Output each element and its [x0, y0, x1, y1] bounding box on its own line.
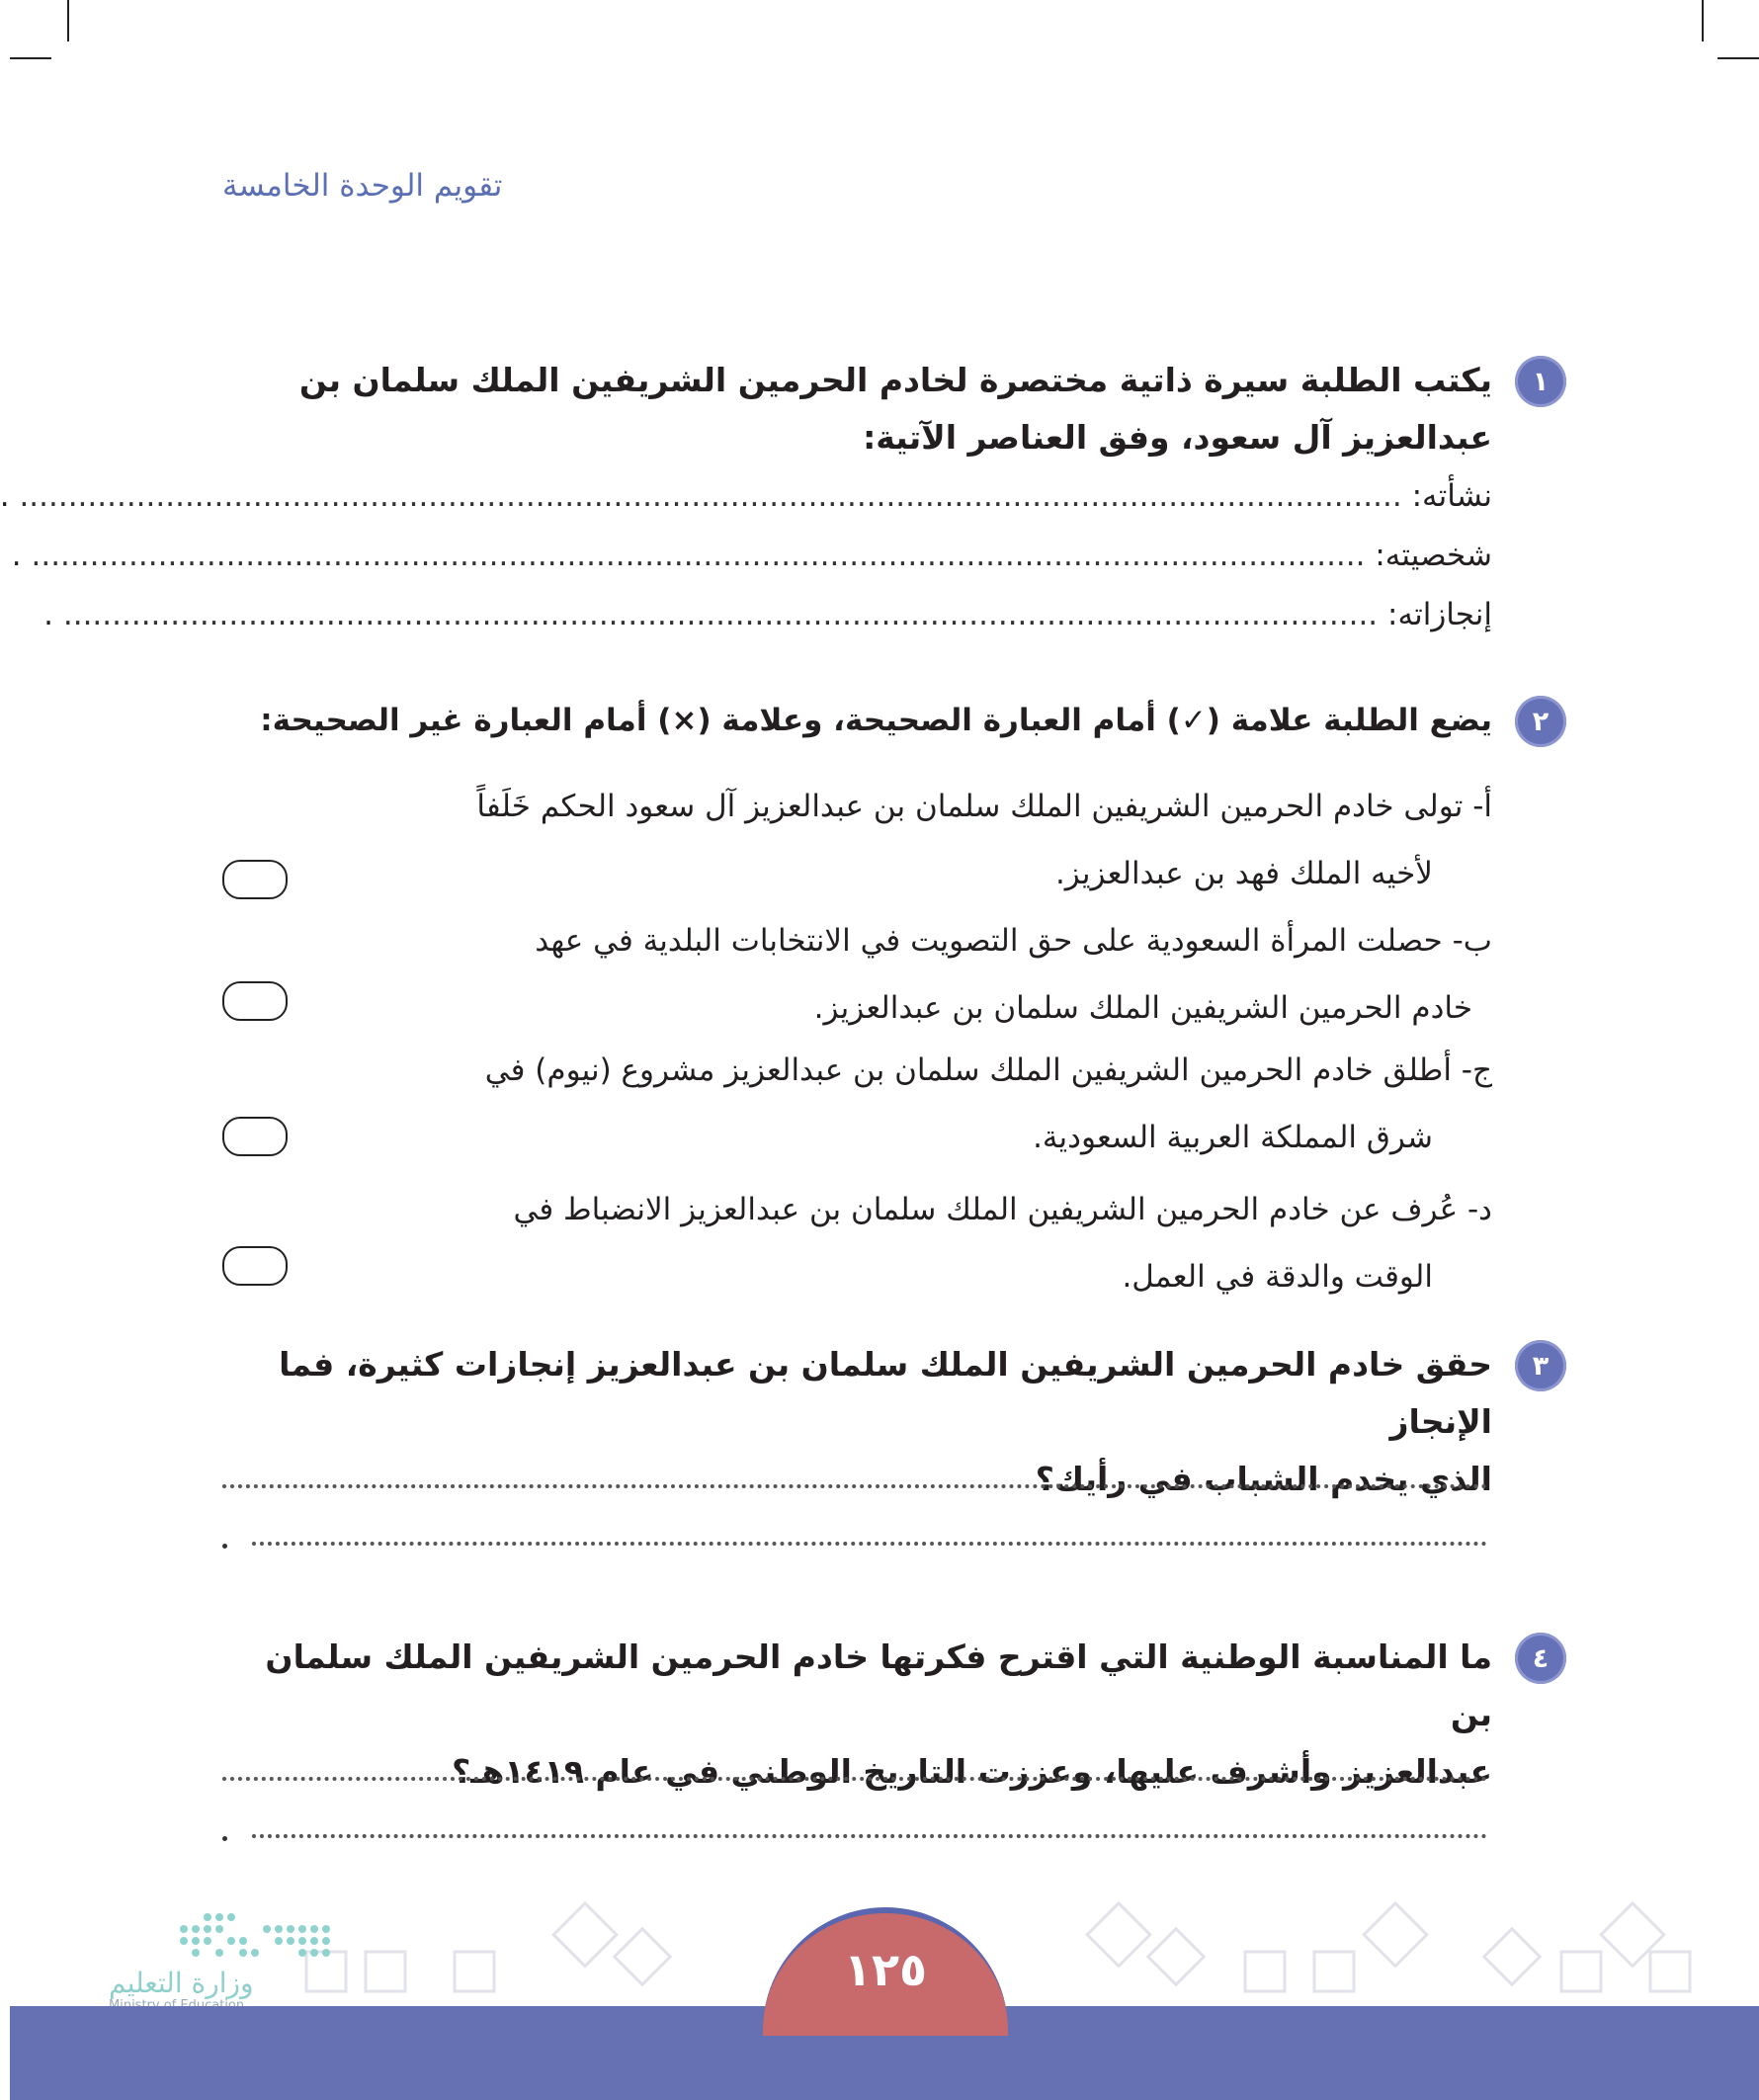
question-text-line1: يكتب الطلبة سيرة ذاتية مختصرة لخادم الحرمين الشريفين الملك سلمان بن [298, 361, 1492, 399]
crop-mark [1717, 57, 1759, 59]
crop-mark [67, 0, 69, 42]
field-personality[interactable]: شخصيته: ......................................................................................................................................... . [11, 538, 1492, 573]
statement-line1: ج- أطلق خادم الحرمين الشريفين الملك سلمان بن عبدالعزيز مشروع (نيوم) في [484, 1052, 1492, 1088]
ministry-name: وزارة التعليم [109, 1967, 254, 1999]
statement-d [306, 1176, 1492, 1310]
crop-mark [10, 57, 51, 59]
question-text-line1: حقق خادم الحرمين الشريفين الملك سلمان بن عبدالعزيز إنجازات كثيرة، فما الإنجاز [279, 1345, 1492, 1441]
statement-b [306, 907, 1492, 1042]
statement-a [306, 773, 1492, 907]
statement-line1: د- عُرف عن خادم الحرمين الشريفين الملك سلمان بن عبدالعزيز الانضباط في [513, 1192, 1492, 1227]
crop-mark [1702, 0, 1704, 42]
question-text-line2: عبدالعزيز وأشرف عليها، وعززت التاريخ الوطني في عام ١٤١٩هـ؟ [452, 1752, 1492, 1791]
statement-line1: أ- تولى خادم الحرمين الشريفين الملك سلمان بن عبدالعزيز آل سعود الحكم خَلَفاً [476, 789, 1492, 824]
field-achievements[interactable]: إنجازاته: ....................................................................................................................................... . [43, 597, 1492, 632]
answer-box-a[interactable] [222, 860, 288, 899]
question-text-line1: ما المناسبة الوطنية التي اقترح فكرتها خادم الحرمين الشريفين الملك سلمان بن [265, 1638, 1492, 1733]
question-text: يضع الطلبة علامة (✓) أمام العبارة الصحيحة، وعلامة (×) أمام العبارة غير الصحيحة: [260, 703, 1492, 738]
question-2 [217, 692, 1550, 749]
question-text-line2: الذي يخدم الشباب في رأيك؟ [1035, 1460, 1492, 1498]
answer-line[interactable] [252, 1830, 1487, 1838]
field-upbringing[interactable]: نشأته: .............................................................................................................................................. . [0, 478, 1492, 514]
question-text [217, 352, 1492, 466]
answer-box-d[interactable] [222, 1246, 288, 1286]
answer-line[interactable] [252, 1538, 1487, 1546]
end-dot [222, 1836, 227, 1841]
question-number-badge: ٤ [1515, 1633, 1566, 1684]
statement-line2: شرق المملكة العربية السعودية. [1033, 1120, 1433, 1155]
statement-c [306, 1037, 1492, 1171]
answer-line[interactable] [222, 1480, 1487, 1488]
page-number: ١٢٥ [763, 1907, 1008, 2036]
question-number-badge: ٣ [1515, 1340, 1566, 1391]
question-number-badge: ٢ [1515, 696, 1566, 747]
statement-line2: لأخيه الملك فهد بن عبدالعزيز. [1054, 856, 1433, 891]
statement-line2: الوقت والدقة في العمل. [1122, 1259, 1433, 1295]
question-1 [0, 352, 1550, 644]
answer-box-b[interactable] [222, 981, 288, 1021]
statement-line2: خادم الحرمين الشريفين الملك سلمان بن عبدالعزيز. [813, 990, 1472, 1026]
answer-box-c[interactable] [222, 1117, 288, 1156]
page-header-title: تقويم الوحدة الخامسة [222, 168, 503, 204]
statement-line1: ب- حصلت المرأة السعودية على حق التصويت في الانتخابات البلدية في عهد [535, 923, 1492, 959]
end-dot [222, 1544, 227, 1549]
question-number-badge: ١ [1515, 356, 1566, 407]
answer-line[interactable] [222, 1773, 1487, 1781]
question-text-line2: عبدالعزيز آل سعود، وفق العناصر الآتية: [863, 418, 1492, 457]
